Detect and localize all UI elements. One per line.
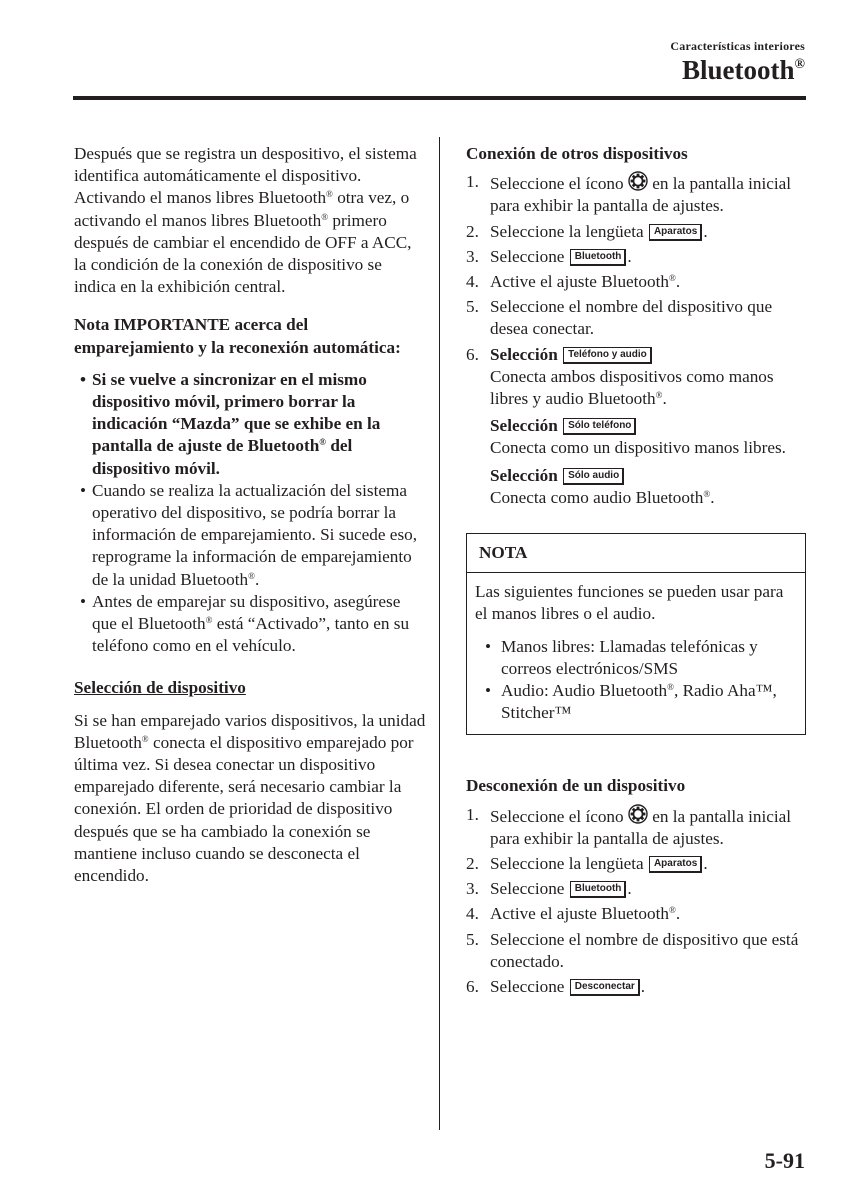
selection-option — [490, 344, 806, 411]
selection-option — [490, 415, 806, 459]
disconnect-steps-list — [466, 804, 806, 999]
registered-mark: ® — [655, 390, 663, 401]
list-item — [74, 591, 426, 658]
selection-option-head — [490, 344, 806, 366]
text-run: . — [710, 487, 715, 507]
selection-heading: Selección de dispositivo — [74, 678, 246, 698]
page-title-text: Bluetooth — [682, 55, 795, 85]
step-number: 1. — [466, 172, 479, 192]
important-note-title: Nota IMPORTANTE acerca del emparejamiento y la reconexión automática: — [74, 315, 401, 357]
screen-button-label: Bluetooth — [570, 881, 627, 898]
disconnect-heading: Desconexión de un dispositivo — [466, 776, 686, 796]
text-run: en la pantalla inicial para exhibir la pantalla de ajustes. — [490, 174, 792, 216]
selection-description — [490, 487, 806, 509]
bullet-marker: • — [80, 480, 87, 500]
text-run: . — [627, 246, 632, 266]
text-run: . — [675, 272, 681, 292]
text-run: Antes de emparejar su dispositivo, asegúrese que el Bluetooth — [92, 591, 401, 634]
selection-option-head — [490, 465, 806, 487]
text-run: . — [675, 904, 681, 924]
note-body — [467, 573, 805, 734]
screen-button-label: Sólo teléfono — [563, 418, 636, 435]
note-text: Las siguientes funciones se pueden usar para el manos libres o el audio. — [475, 582, 784, 624]
text-run: Si se vuelve a sincronizar en el mismo dispositivo móvil, primero borrar la indicación “Mazda” que se exhibe en la pantalla de ajuste de Bluetooth — [92, 369, 381, 456]
important-note-list — [74, 369, 426, 658]
step-item — [466, 976, 806, 998]
text-run: del dispositivo móvil. — [92, 436, 353, 478]
text-run: . — [640, 977, 646, 997]
registered-mark: ® — [248, 570, 255, 581]
registered-mark: ® — [667, 682, 674, 693]
step-number: 6. — [466, 977, 479, 997]
text-run: Cuando se realiza la actualización del sistema operativo del dispositivo, se podría borrar la información de emparejamiento. Si sucede eso, reprograme la información de emparejamiento de la unidad Bluetooth — [92, 480, 418, 589]
bullet-marker: • — [80, 591, 87, 611]
right-column — [466, 143, 806, 1001]
registered-mark: ® — [326, 189, 333, 200]
selection-description — [490, 366, 806, 410]
step-item — [466, 853, 806, 875]
text-run: Seleccione el ícono — [490, 806, 628, 826]
text-run: Conecta como un dispositivo manos libres. — [490, 438, 786, 458]
list-item — [74, 369, 426, 480]
selection-label: Selección — [490, 416, 558, 436]
text-run: . — [703, 221, 708, 241]
connect-heading: Conexión de otros dispositivos — [466, 144, 688, 163]
note-title: NOTA — [467, 534, 805, 573]
selection-label: Selección — [490, 344, 558, 364]
list-item — [475, 680, 797, 724]
text-run: , Radio Aha™, Stitcher™ — [501, 681, 777, 723]
step-item — [466, 878, 806, 900]
screen-button-label: Sólo audio — [563, 468, 624, 485]
note-list — [475, 636, 797, 725]
connect-steps-list — [466, 171, 806, 509]
text-run: . — [662, 389, 667, 409]
text-run: está “Activado”, tanto en su teléfono como en el vehículo. — [92, 614, 410, 656]
step-number: 2. — [466, 221, 479, 241]
selection-option — [490, 465, 806, 509]
list-item — [74, 480, 426, 591]
registered-mark: ® — [669, 273, 676, 284]
selection-paragraph — [74, 710, 426, 888]
text-run: . — [254, 569, 260, 589]
bullet-marker: • — [485, 636, 492, 656]
page-number: 5-91 — [764, 1148, 805, 1173]
step-item — [466, 804, 806, 850]
list-item — [475, 636, 797, 680]
step-item — [466, 246, 806, 268]
text-run: Manos libres: Llamadas telefónicas y correos electrónicos/SMS — [501, 636, 758, 678]
step-number: 1. — [466, 804, 479, 824]
text-run: Seleccione el nombre del dispositivo que desea conectar. — [490, 297, 773, 339]
step-number: 4. — [466, 272, 479, 292]
bullet-marker: • — [80, 369, 87, 389]
step-number: 6. — [466, 344, 479, 364]
text-run: en la pantalla inicial para exhibir la pantalla de ajustes. — [490, 806, 792, 848]
step-number: 5. — [466, 297, 479, 317]
text-run: . — [703, 854, 708, 874]
text-run: Active el ajuste Bluetooth — [490, 904, 669, 924]
step-item — [466, 929, 806, 973]
step-item — [466, 171, 806, 217]
step-item — [466, 296, 806, 340]
screen-button-label: Aparatos — [649, 224, 702, 241]
step-number: 4. — [466, 904, 479, 924]
column-divider — [439, 137, 440, 1130]
text-run: Seleccione la lengüeta — [490, 854, 648, 874]
intro-paragraph — [74, 143, 426, 298]
step-item — [466, 221, 806, 243]
screen-button-label: Desconectar — [570, 979, 640, 996]
bullet-marker: • — [485, 681, 492, 701]
text-run: primero después de cambiar el encendido de OFF a ACC, la condición de la conexión de dispositivo se indica en la exhibición central. — [74, 210, 412, 297]
step-item — [466, 903, 806, 925]
step-item — [466, 344, 806, 509]
text-run: Después que se registra un despositivo, el sistema identifica automáticamente el dispositivo. Activando el manos libres Bluetooth — [74, 144, 417, 208]
section-label: Características interiores — [670, 39, 805, 53]
registered-mark: ® — [703, 488, 711, 499]
text-run: conecta el dispositivo emparejado por última vez. Si desea conectar un dispositivo emparejado diferente, será necesario cambiar la conexión. El orden de prioridad de dispositivo después que se ha cambiado la conexión se mantiene incluso cuando se desconecta el encendido. — [74, 732, 414, 886]
text-run: Seleccione el nombre de dispositivo que está conectado. — [490, 929, 799, 971]
registered-mark: ® — [141, 733, 149, 744]
step-number: 3. — [466, 879, 479, 899]
selection-option-head — [490, 415, 806, 437]
text-run: . — [627, 879, 632, 899]
screen-button-label: Teléfono y audio — [563, 347, 652, 364]
settings-gear-icon — [628, 171, 648, 191]
registered-mark: ® — [794, 57, 805, 72]
left-column — [74, 143, 426, 887]
registered-mark: ® — [205, 615, 213, 626]
text-run: otra vez, o activando el manos libres Bluetooth — [74, 188, 410, 230]
text-run: Si se han emparejado varios dispositivos, la unidad Bluetooth — [74, 710, 426, 752]
step-number: 5. — [466, 929, 479, 949]
step-number: 2. — [466, 854, 479, 874]
text-run: Conecta como audio Bluetooth — [490, 487, 704, 507]
header-rule — [73, 96, 806, 100]
registered-mark: ® — [669, 905, 676, 916]
screen-button-label: Bluetooth — [570, 249, 627, 266]
step-item — [466, 271, 806, 293]
step-number: 3. — [466, 246, 479, 266]
registered-mark: ® — [319, 437, 327, 448]
selection-label: Selección — [490, 465, 558, 485]
note-box — [466, 533, 806, 735]
text-run: Seleccione — [490, 977, 569, 997]
text-run: Seleccione — [490, 879, 569, 899]
text-run: Seleccione el ícono — [490, 174, 628, 194]
text-run: Conecta ambos dispositivos como manos libres y audio Bluetooth — [490, 366, 774, 409]
settings-gear-icon — [628, 804, 648, 824]
text-run: Audio: Audio Bluetooth — [501, 681, 668, 701]
selection-description — [490, 437, 806, 459]
text-run: Seleccione la lengüeta — [490, 221, 648, 241]
registered-mark: ® — [321, 211, 329, 222]
text-run: Active el ajuste Bluetooth — [490, 272, 669, 292]
page-title — [682, 55, 805, 86]
text-run: Seleccione — [490, 246, 569, 266]
screen-button-label: Aparatos — [649, 856, 702, 873]
